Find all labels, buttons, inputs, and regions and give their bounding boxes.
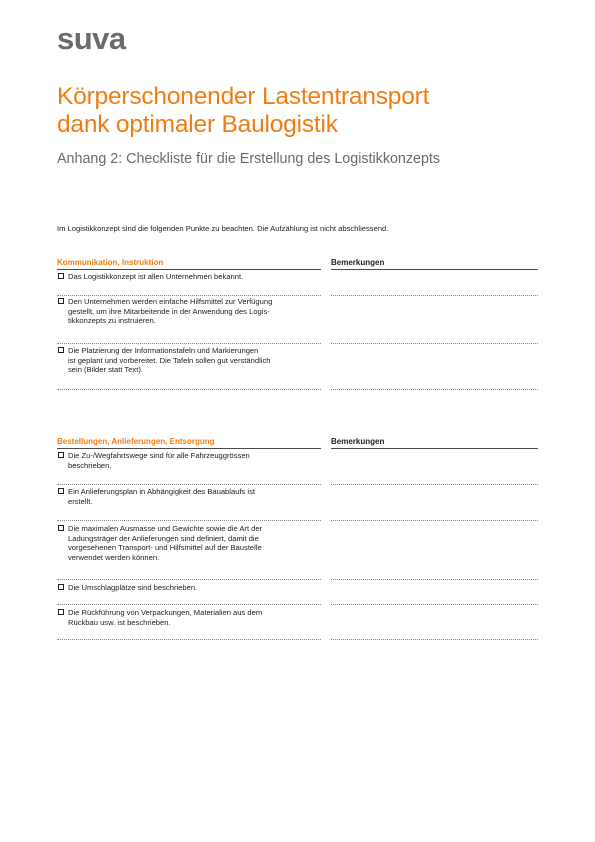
remarks-label: Bemerkungen <box>331 437 385 446</box>
item-line: erstellt. <box>68 496 93 506</box>
item-rule <box>57 484 321 485</box>
remarks-field[interactable] <box>331 604 538 605</box>
item-rule <box>57 295 321 296</box>
item-line: tikkonzepts zu instruieren. <box>68 316 156 326</box>
remarks-field[interactable] <box>331 389 538 390</box>
checkbox[interactable] <box>58 609 64 615</box>
checkbox[interactable] <box>58 347 64 353</box>
item-rule <box>57 389 321 390</box>
item-text <box>68 524 320 562</box>
item-text <box>68 297 320 326</box>
item-rule <box>57 639 321 640</box>
checkbox[interactable] <box>58 298 64 304</box>
item-line: Ein Anlieferungsplan in Abhängigkeit des Bauablaufs ist <box>68 487 256 496</box>
section-kommunikation <box>57 258 538 375</box>
remarks-field[interactable] <box>331 639 538 640</box>
item-line: sein (Bilder statt Text). <box>68 365 143 375</box>
item-rule <box>57 579 321 580</box>
item-line: Die maximalen Ausmasse und Gewichte sowie die Art der <box>68 524 263 533</box>
item-text <box>68 272 320 282</box>
item-line: Rückbau usw. ist beschrieben. <box>68 617 171 627</box>
item-text <box>68 608 320 627</box>
item-line: Ladungsträger der Anlieferungen sind definiert, damit die <box>68 533 259 543</box>
item-rule <box>57 343 321 344</box>
remarks-field[interactable] <box>331 579 538 580</box>
remarks-label: Bemerkungen <box>331 258 385 267</box>
suva-logo: suva <box>57 21 126 56</box>
checkbox[interactable] <box>58 488 64 494</box>
checkbox[interactable] <box>58 452 64 458</box>
item-line: ist geplant und vorbereitet. Die Tafeln sollen gut verständlich <box>68 355 271 365</box>
document-subtitle: Anhang 2: Checkliste für die Erstellung des Logistikkonzepts <box>57 151 441 167</box>
item-line: verwendet werden können. <box>68 552 160 562</box>
remarks-field[interactable] <box>331 520 538 521</box>
title-line-1: Körperschonender Lastentransport <box>57 83 430 110</box>
item-line: Das Logistikkonzept ist allen Unternehmen bekannt. <box>68 272 244 281</box>
item-line: beschrieben. <box>68 460 112 470</box>
item-line: Die Zu-/Wegfahrtswege sind für alle Fahrzeuggrössen <box>68 451 250 460</box>
checkbox[interactable] <box>58 525 64 531</box>
item-text <box>68 487 320 506</box>
item-rule <box>57 520 321 521</box>
item-text <box>68 583 320 593</box>
remarks-field[interactable] <box>331 484 538 485</box>
header-rule <box>331 269 538 270</box>
title-line-2: dank optimaler Baulogistik <box>57 111 338 138</box>
checkbox[interactable] <box>58 584 64 590</box>
item-line: Die Rückführung von Verpackungen, Materialien aus dem <box>68 608 263 617</box>
intro-text: Im Logistikkonzept sind die folgenden Punkte zu beachten. Die Aufzählung ist nicht abschliessend. <box>57 224 389 233</box>
item-line: Die Platzierung der Informationstafeln und Markierungen <box>68 346 259 355</box>
item-text <box>68 346 320 375</box>
document-title <box>57 83 557 139</box>
section-title: Bestellungen, Anlieferungen, Entsorgung <box>57 437 215 446</box>
header-rule <box>331 448 538 449</box>
item-text <box>68 451 320 470</box>
section-header <box>57 437 538 448</box>
item-line: Den Unternehmen werden einfache Hilfsmittel zur Verfügung <box>68 297 273 306</box>
section-bestellungen <box>57 437 538 627</box>
section-header <box>57 258 538 269</box>
remarks-field[interactable] <box>331 343 538 344</box>
remarks-field[interactable] <box>331 295 538 296</box>
item-line: Die Umschlagplätze sind beschrieben. <box>68 583 198 592</box>
header-rule <box>57 448 321 449</box>
item-line: gestellt, um ihre Mitarbeitende in der Anwendung des Logis- <box>68 306 270 316</box>
item-line: vorgesehenen Transport- und Hilfsmittel auf der Baustelle <box>68 543 262 553</box>
header-rule <box>57 269 321 270</box>
item-rule <box>57 604 321 605</box>
checkbox[interactable] <box>58 273 64 279</box>
section-title: Kommunikation, Instruktion <box>57 258 164 267</box>
